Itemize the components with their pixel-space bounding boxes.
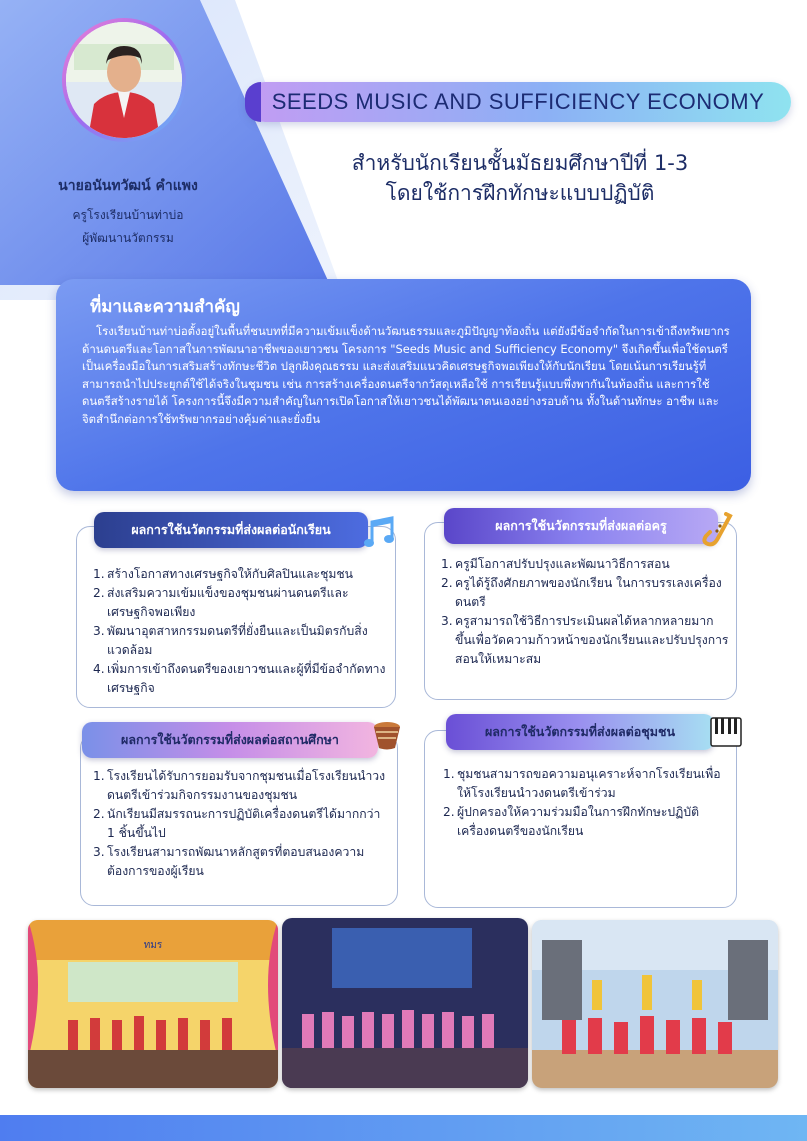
list-item: 2. ผู้ปกครองให้ความร่วมมือในการฝึกทักษะปฏิบัติเครื่องดนตรีของนักเรียน xyxy=(443,805,699,838)
list-item: 1. ชุมชนสามารถขอความอนุเคราะห์จากโรงเรียนเพื่อให้โรงเรียนนำวงดนตรีเข้าร่วม xyxy=(443,767,721,800)
background-body: โรงเรียนบ้านท่าบ่อตั้งอยู่ในพื้นที่ชนบทที่มีความเข้มแข็งด้านวัฒนธรรมและภูมิปัญญาท้องถิ่น แต่ยังมีข้อจำกัดในการเข้าถึงทรัพยากรด้านดนตรีและโอกาสในการพัฒนาอาชีพของเยาวชน โครงการ "Seeds Music and Sufficiency Economy" จึงเกิดขึ้นเพื่อใช้ดนตรีเป็นเครื่องมือในการเสริมสร้างทักษะชีวิต ปลูกฝังคุณธรรม และส่งเสริมแนวคิดเศรษฐกิจพอเพียงให้กับนักเรียน โดยเน้นการเรียนรู้ที่สามารถนำไปประยุกต์ใช้ได้จริงในชุมชน เช่น การสร้างเครื่องดนตรีจากวัสดุเหลือใช้ การเรียนรู้แบบพึ่งพากันในท้องถิ่น และการใช้ดนตรีสร้างรายได้ โครงการนี้จึงมีความสำคัญในการเปิดโอกาสให้เยาวชนได้พัฒนาตนเองอย่างรอบด้าน ทั้งในด้านทักษะ อาชีพ และจิตสำนึกต่อการใช้ทรัพยากรอย่างคุ้มค่าและยั่งยืน xyxy=(82,324,730,426)
teacher-role: ผู้พัฒนานวัตกรรม xyxy=(82,231,174,245)
list-item: 1. ครูมีโอกาสปรับปรุงและพัฒนาวิธีการสอน xyxy=(441,557,670,571)
saxophone-icon xyxy=(700,512,736,550)
list-item: 1. โรงเรียนได้รับการยอมรับจากชุมชนเมื่อโรงเรียนนำวงดนตรีเข้าร่วมกิจกรรมงานของชุมชน xyxy=(93,769,386,802)
drum-icon xyxy=(370,718,404,752)
community-results-list xyxy=(443,765,729,841)
photo-banner-text: ทมร xyxy=(143,940,163,951)
teacher-name: นายอนันทวัฒน์ คำแพง xyxy=(58,178,198,194)
avatar-frame xyxy=(62,18,186,142)
students-results-box xyxy=(76,526,396,708)
stage-performance-photo xyxy=(28,920,278,1088)
community-results-heading: ผลการใช้นวัตกรรมที่ส่งผลต่อชุมชน xyxy=(446,714,714,750)
list-item: 3. ครูสามารถใช้วิธีการประเมินผลได้หลากหลายมากขึ้นเพื่อวัดความก้าวหน้าของนักเรียนและปรับปรุงการสอนให้เหมาะสม xyxy=(441,614,729,666)
list-item: 2. นักเรียนมีสมรรถนะการปฏิบัติเครื่องดนตรีได้มากกว่า 1 ชิ้นขึ้นไป xyxy=(93,807,381,840)
community-results-box xyxy=(424,730,737,908)
subtitle-line-1: สำหรับนักเรียนชั้นมัธยมศึกษาปีที่ 1-3 xyxy=(351,151,689,175)
avatar xyxy=(66,22,182,138)
subtitle xyxy=(290,148,750,208)
teachers-results-heading: ผลการใช้นวัตกรรมที่ส่งผลต่อครู xyxy=(444,508,718,544)
list-item: 3. พัฒนาอุตสาหกรรมดนตรีที่ยั่งยืนและเป็นมิตรกับสิ่งแวดล้อม xyxy=(93,624,368,657)
list-item: 2. ส่งเสริมความเข้มแข็งของชุมชนผ่านดนตรีและเศรษฐกิจพอเพียง xyxy=(93,586,349,619)
subtitle-line-2: โดยใช้การฝึกทักษะแบบปฏิบัติ xyxy=(385,181,655,205)
list-item: 1. สร้างโอกาสทางเศรษฐกิจให้กับศิลปินและชุมชน xyxy=(93,567,354,581)
school-results-heading: ผลการใช้นวัตกรรมที่ส่งผลต่อสถานศึกษา xyxy=(82,722,378,758)
background-section xyxy=(56,279,751,491)
indoor-performance-photo xyxy=(282,918,528,1088)
piano-keys-icon xyxy=(710,716,742,748)
school-results-list xyxy=(93,767,389,881)
background-heading: ที่มาและความสำคัญ xyxy=(90,297,240,317)
list-item: 3. โรงเรียนสามารถพัฒนาหลักสูตรที่ตอบสนองความต้องการของผู้เรียน xyxy=(93,845,365,878)
outdoor-performance-photo xyxy=(532,920,778,1088)
bottom-bar xyxy=(0,1115,807,1141)
students-results-heading: ผลการใช้นวัตกรรมที่ส่งผลต่อนักเรียน xyxy=(94,512,368,548)
list-item: 4. เพิ่มการเข้าถึงดนตรีของเยาวชนและผู้ที่มีข้อจำกัดทางเศรษฐกิจ xyxy=(93,662,386,695)
teacher-school: ครูโรงเรียนบ้านท่าบ่อ xyxy=(72,208,184,222)
school-results-box xyxy=(80,734,398,906)
music-notes-icon xyxy=(364,512,400,552)
list-item: 2. ครูได้รู้ถึงศักยภาพของนักเรียน ในการบรรเลงเครื่องดนตรี xyxy=(441,576,722,609)
teachers-results-list xyxy=(441,555,729,669)
students-results-list xyxy=(93,565,387,698)
teachers-results-box xyxy=(424,522,737,700)
page-title: SEEDS MUSIC AND SUFFICIENCY ECONOMY xyxy=(245,82,791,122)
